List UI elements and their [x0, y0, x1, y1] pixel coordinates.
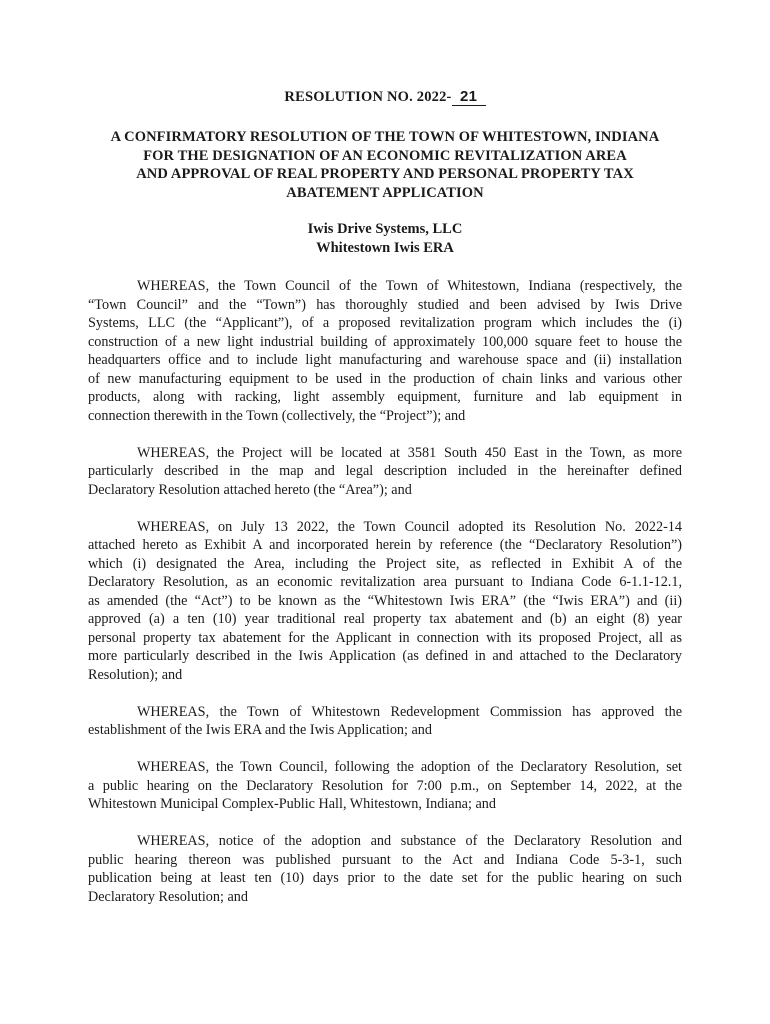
- paragraph-line: WHEREAS, the Town Council, following the adoption of the Declaratory Resolution, set: [137, 759, 682, 775]
- paragraph-line: WHEREAS, the Project will be located at 3581 South 450 East in the Town, as more: [137, 444, 682, 461]
- paragraph-line: Declaratory Resolution; and: [88, 888, 248, 905]
- title-line: A CONFIRMATORY RESOLUTION OF THE TOWN OF WHITESTOWN, INDIANA: [110, 129, 660, 145]
- whereas-paragraph-4: [88, 703, 682, 740]
- paragraph-line: attached hereto as Exhibit A and incorporated herein by reference (the “Declaratory Resolution”): [88, 537, 682, 553]
- whereas-paragraph-3: [88, 518, 682, 685]
- paragraph-line: Resolution); and: [88, 666, 183, 683]
- title-line: ABATEMENT APPLICATION: [286, 184, 484, 201]
- company-name: Iwis Drive Systems, LLC: [307, 221, 463, 237]
- resolution-prefix: RESOLUTION NO. 2022-: [284, 89, 452, 105]
- title-line: AND APPROVAL OF REAL PROPERTY AND PERSONAL PROPERTY TAX: [136, 166, 634, 182]
- resolution-number: 21: [452, 89, 486, 106]
- resolution-subtitle: [88, 220, 682, 257]
- paragraph-line: approved (a) a ten (10) year traditional real property tax abatement and (b) an eight (8) year: [88, 611, 682, 627]
- resolution-number-heading: [88, 86, 682, 108]
- paragraph-line: publication being at least ten (10) days prior to the date set for the public hearing on such: [88, 870, 682, 886]
- paragraph-line: as amended (the “Act”) to be known as the “Whitestown Iwis ERA” (the “Iwis ERA”) and (ii): [88, 592, 682, 609]
- title-line: FOR THE DESIGNATION OF AN ECONOMIC REVITALIZATION AREA: [143, 147, 627, 164]
- paragraph-line: products, along with racking, light assembly equipment, furniture and lab equipment in: [88, 389, 682, 405]
- resolution-title: [88, 128, 682, 202]
- paragraph-line: construction of a new light industrial building of approximately 100,000 square feet to house the: [88, 333, 682, 350]
- paragraph-line: WHEREAS, the Town of Whitestown Redevelopment Commission has approved the: [137, 703, 682, 720]
- paragraph-line: particularly described in the map and legal description included in the hereinafter defined: [88, 463, 682, 479]
- paragraph-line: public hearing thereon was published pursuant to the Act and Indiana Code 5-3-1, such: [88, 851, 682, 868]
- document-page: [88, 86, 682, 906]
- whereas-paragraph-6: [88, 832, 682, 906]
- paragraph-line: Whitestown Municipal Complex-Public Hall, Whitestown, Indiana; and: [88, 796, 496, 812]
- whereas-paragraph-2: [88, 444, 682, 500]
- paragraph-line: WHEREAS, on July 13 2022, the Town Council adopted its Resolution No. 2022-14: [137, 518, 682, 535]
- paragraph-line: WHEREAS, notice of the adoption and substance of the Declaratory Resolution and: [137, 833, 682, 849]
- paragraph-line: a public hearing on the Declaratory Resolution for 7:00 p.m., on September 14, 2022, at the: [88, 777, 682, 794]
- paragraph-line: Declaratory Resolution, as an economic revitalization area pursuant to Indiana Code 6-1.1-12.1,: [88, 574, 682, 590]
- paragraph-line: personal property tax abatement for the Applicant in connection with its proposed Project, all as: [88, 629, 682, 646]
- paragraph-line: establishment of the Iwis ERA and the Iwis Application; and: [88, 722, 432, 738]
- paragraph-line: of new manufacturing equipment to be used in the production of chain links and various other: [88, 370, 682, 387]
- paragraph-line: headquarters office and to include light manufacturing and warehouse space and (ii) installation: [88, 352, 682, 368]
- paragraph-line: Declaratory Resolution attached hereto (the “Area”); and: [88, 481, 412, 498]
- whereas-paragraph-1: [88, 277, 682, 425]
- paragraph-line: WHEREAS, the Town Council of the Town of Whitestown, Indiana (respectively, the: [137, 278, 682, 294]
- paragraph-line: connection therewith in the Town (collectively, the “Project”); and: [88, 407, 466, 424]
- paragraph-line: “Town Council” and the “Town”) has thoroughly studied and been advised by Iwis Drive: [88, 296, 682, 313]
- whereas-paragraph-5: [88, 758, 682, 814]
- paragraph-line: which (i) designated the Area, including the Project site, as reflected in Exhibit A of the: [88, 555, 682, 572]
- era-name: Whitestown Iwis ERA: [316, 239, 454, 256]
- paragraph-line: more particularly described in the Iwis Application (as defined in and attached to the Declaratory: [88, 648, 682, 664]
- paragraph-line: Systems, LLC (the “Applicant”), of a proposed revitalization program which includes the (i): [88, 315, 682, 331]
